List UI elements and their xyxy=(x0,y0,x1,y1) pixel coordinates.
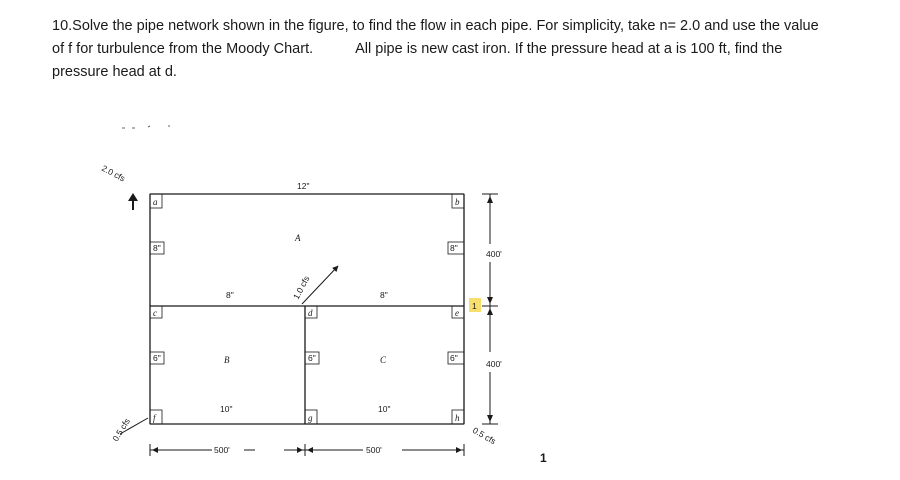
diameter-ac: 8" xyxy=(153,243,161,253)
diameter-cf: 6" xyxy=(153,353,161,363)
node-label-g: g xyxy=(308,413,313,423)
node-boxes xyxy=(150,194,464,424)
node-label-a: a xyxy=(153,197,158,207)
diameter-de: 8" xyxy=(380,290,388,300)
loop-label-A: A xyxy=(295,233,301,243)
diameter-dg: 6" xyxy=(308,353,316,363)
node-label-c: c xyxy=(153,308,157,318)
diameter-cd: 8" xyxy=(226,290,234,300)
problem-line-1: 10.Solve the pipe network shown in the figure, to find the flow in each pipe. For simplicity, take n= 2.0 and use the value xyxy=(52,18,819,34)
diameter-fg: 10" xyxy=(220,404,233,414)
loop-label-C: C xyxy=(380,355,387,365)
flow-in-label: 2.0 cfs xyxy=(100,162,127,184)
length-right: 500' xyxy=(366,445,382,455)
inflow-arrow xyxy=(128,193,138,210)
diameter-be: 8" xyxy=(450,243,458,253)
diameter-eh: 6" xyxy=(450,353,458,363)
page-number: 1 xyxy=(540,451,547,465)
flow-out-left-label: 0.5 cfs xyxy=(110,416,132,444)
problem-line-3: pressure head at d. xyxy=(52,64,177,80)
flow-mid-label: 1.0 cfs xyxy=(290,274,312,301)
loop-label-B: B xyxy=(224,355,230,365)
diameter-top: 12" xyxy=(297,181,310,191)
node-label-b: b xyxy=(455,197,460,207)
node-label-h: h xyxy=(455,413,460,423)
pipe-lines xyxy=(150,194,464,424)
stray-marks xyxy=(122,126,170,128)
length-lower: 400' xyxy=(486,359,502,369)
length-upper: 400' xyxy=(486,249,502,259)
node-label-f: f xyxy=(153,413,156,423)
length-left: 500' xyxy=(214,445,230,455)
node-label-d: d xyxy=(308,308,313,318)
problem-line-2a: of f for turbulence from the Moody Chart. xyxy=(52,41,314,57)
diameter-gh: 10" xyxy=(378,404,391,414)
problem-line-2b: All pipe is new cast iron. If the pressure head at a is 100 ft, find the xyxy=(355,41,783,57)
flow-out-right-label: 0.5 cfs xyxy=(471,425,498,447)
node-label-e: e xyxy=(455,308,459,318)
yellow-marker-label: 1 xyxy=(472,301,477,311)
